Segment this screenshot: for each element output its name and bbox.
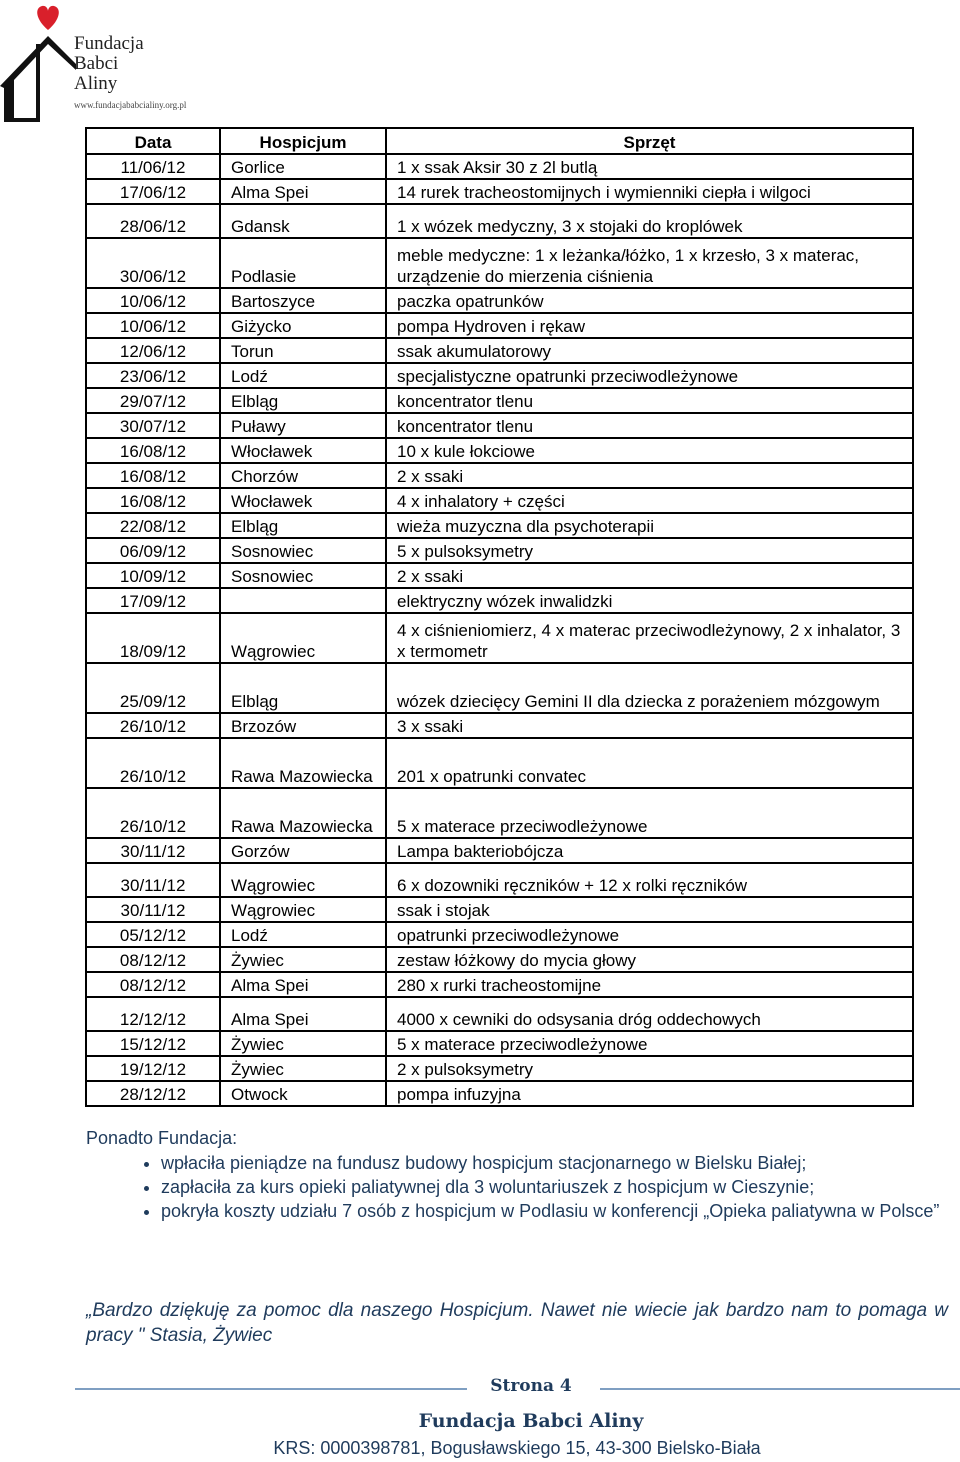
row-date: 26/10/12 — [86, 713, 220, 738]
logo-line-2: Babci — [74, 53, 119, 74]
table-row — [86, 1081, 913, 1106]
row-hospice: Elbląg — [220, 388, 386, 413]
row-equipment: meble medyczne: 1 x leżanka/łóżko, 1 x krzesło, 3 x materac, urządzenie do mierzenia ciśnienia — [386, 238, 913, 288]
table-header-row — [86, 128, 913, 154]
row-date: 10/06/12 — [86, 288, 220, 313]
additional-list — [86, 1151, 948, 1223]
row-equipment: 1 x wózek medyczny, 3 x stojaki do kroplówek — [386, 204, 913, 238]
donations-table — [85, 127, 914, 1107]
table-row — [86, 238, 913, 288]
row-date: 22/08/12 — [86, 513, 220, 538]
row-hospice: Rawa Mazowiecka — [220, 788, 386, 838]
table-row — [86, 947, 913, 972]
row-equipment: 3 x ssaki — [386, 713, 913, 738]
row-hospice: Żywiec — [220, 947, 386, 972]
row-hospice: Chorzów — [220, 463, 386, 488]
table-row — [86, 204, 913, 238]
row-hospice: Rawa Mazowiecka — [220, 738, 386, 788]
foundation-logo — [0, 0, 190, 122]
row-hospice: Podlasie — [220, 238, 386, 288]
table-row — [86, 463, 913, 488]
row-equipment: 10 x kule łokciowe — [386, 438, 913, 463]
row-equipment: pompa Hydroven i rękaw — [386, 313, 913, 338]
row-date: 25/09/12 — [86, 663, 220, 713]
page-number: Strona 4 — [490, 1376, 572, 1396]
row-equipment: zestaw łóżkowy do mycia głowy — [386, 947, 913, 972]
table-row — [86, 838, 913, 863]
header-date: Data — [86, 128, 220, 154]
table-row — [86, 897, 913, 922]
row-equipment: Lampa bakteriobójcza — [386, 838, 913, 863]
header-equipment: Sprzęt — [386, 128, 913, 154]
table-row — [86, 154, 913, 179]
row-date: 28/12/12 — [86, 1081, 220, 1106]
row-equipment: 5 x materace przeciwodleżynowe — [386, 788, 913, 838]
row-hospice: Wągrowiec — [220, 613, 386, 663]
row-equipment: 5 x materace przeciwodleżynowe — [386, 1031, 913, 1056]
additional-item: • zapłaciła za kurs opieki paliatywnej dla 3 woluntariuszek z hospicjum w Cieszynie; — [161, 1175, 948, 1199]
row-equipment: 2 x pulsoksymetry — [386, 1056, 913, 1081]
table-row — [86, 538, 913, 563]
row-equipment: 6 x dozowniki ręczników + 12 x rolki ręczników — [386, 863, 913, 897]
table-row — [86, 713, 913, 738]
row-date: 15/12/12 — [86, 1031, 220, 1056]
row-equipment: 2 x ssaki — [386, 563, 913, 588]
row-date: 10/09/12 — [86, 563, 220, 588]
row-hospice: Puławy — [220, 413, 386, 438]
row-date: 23/06/12 — [86, 363, 220, 388]
row-date: 17/06/12 — [86, 179, 220, 204]
table-row — [86, 1056, 913, 1081]
row-hospice: Bartoszyce — [220, 288, 386, 313]
row-hospice: Gdansk — [220, 204, 386, 238]
row-equipment: 201 x opatrunki convatec — [386, 738, 913, 788]
row-date: 06/09/12 — [86, 538, 220, 563]
row-equipment: elektryczny wózek inwalidzki — [386, 588, 913, 613]
row-date: 17/09/12 — [86, 588, 220, 613]
table-row — [86, 438, 913, 463]
row-equipment: koncentrator tlenu — [386, 413, 913, 438]
row-date: 05/12/12 — [86, 922, 220, 947]
table-row — [86, 313, 913, 338]
row-date: 29/07/12 — [86, 388, 220, 413]
row-hospice: Giżycko — [220, 313, 386, 338]
row-equipment: 4 x ciśnieniomierz, 4 x materac przeciwodleżynowy, 2 x inhalator, 3 x termometr — [386, 613, 913, 663]
logo-line-3: Aliny — [74, 73, 118, 94]
footer-org-name: Fundacja Babci Aliny — [418, 1410, 644, 1432]
row-equipment: specjalistyczne opatrunki przeciwodleżynowe — [386, 363, 913, 388]
table-row — [86, 1031, 913, 1056]
row-hospice: Otwock — [220, 1081, 386, 1106]
row-date: 18/09/12 — [86, 613, 220, 663]
table-row — [86, 288, 913, 313]
additional-intro: Ponadto Fundacja: — [86, 1128, 238, 1148]
table-row — [86, 488, 913, 513]
table-row — [86, 363, 913, 388]
table-row — [86, 863, 913, 897]
row-date: 12/06/12 — [86, 338, 220, 363]
header-hospice: Hospicjum — [220, 128, 386, 154]
row-equipment: pompa infuzyjna — [386, 1081, 913, 1106]
footer-address: KRS: 0000398781, Bogusławskiego 15, 43-300 Bielsko-Biała — [273, 1438, 761, 1458]
row-equipment: wózek dziecięcy Gemini II dla dziecka z porażeniem mózgowym — [386, 663, 913, 713]
table-row — [86, 563, 913, 588]
row-date: 26/10/12 — [86, 738, 220, 788]
row-equipment: paczka opatrunków — [386, 288, 913, 313]
row-equipment: opatrunki przeciwodleżynowe — [386, 922, 913, 947]
logo-name — [74, 34, 144, 94]
table-row — [86, 513, 913, 538]
logo-url: www.fundacjababcialiny.org.pl — [74, 100, 187, 110]
row-date: 28/06/12 — [86, 204, 220, 238]
row-equipment: koncentrator tlenu — [386, 388, 913, 413]
row-date: 19/12/12 — [86, 1056, 220, 1081]
row-date: 12/12/12 — [86, 997, 220, 1031]
row-hospice: Wągrowiec — [220, 897, 386, 922]
table-row — [86, 997, 913, 1031]
table-row — [86, 922, 913, 947]
row-hospice: Żywiec — [220, 1056, 386, 1081]
additional-section — [86, 1126, 948, 1223]
table-row — [86, 388, 913, 413]
row-date: 08/12/12 — [86, 972, 220, 997]
table-row — [86, 179, 913, 204]
additional-item: • pokryła koszty udziału 7 osób z hospicjum w Podlasiu w konferencji „Opieka paliatywna w Polsce” — [161, 1199, 948, 1223]
row-date: 11/06/12 — [86, 154, 220, 179]
additional-item: • wpłaciła pieniądze na fundusz budowy hospicjum stacjonarnego w Bielsku Białej; — [161, 1151, 948, 1175]
row-hospice: Gorlice — [220, 154, 386, 179]
row-hospice: Włocławek — [220, 488, 386, 513]
row-hospice: Wągrowiec — [220, 863, 386, 897]
row-equipment: 4000 x cewniki do odsysania dróg oddechowych — [386, 997, 913, 1031]
logo-line-1: Fundacja — [74, 33, 144, 54]
row-date: 30/06/12 — [86, 238, 220, 288]
row-date: 16/08/12 — [86, 438, 220, 463]
row-hospice: Brzozów — [220, 713, 386, 738]
testimonial-quote: „Bardzo dziękuję za pomoc dla naszego Hospicjum. Nawet nie wiecie jak bardzo nam to pomaga w pracy " Stasia, Żywiec — [86, 1300, 948, 1346]
row-date: 08/12/12 — [86, 947, 220, 972]
row-hospice: Żywiec — [220, 1031, 386, 1056]
table-row — [86, 338, 913, 363]
table-row — [86, 738, 913, 788]
row-equipment: 14 rurek tracheostomijnych i wymienniki ciepła i wilgoci — [386, 179, 913, 204]
heart-house-icon — [0, 0, 80, 122]
row-hospice: Alma Spei — [220, 997, 386, 1031]
row-date: 30/11/12 — [86, 863, 220, 897]
table-row — [86, 972, 913, 997]
row-hospice: Sosnowiec — [220, 538, 386, 563]
row-hospice: Elbląg — [220, 513, 386, 538]
table-row — [86, 613, 913, 663]
row-hospice: Alma Spei — [220, 179, 386, 204]
row-date: 10/06/12 — [86, 313, 220, 338]
row-hospice: Lodź — [220, 922, 386, 947]
row-date: 16/08/12 — [86, 488, 220, 513]
row-hospice: Sosnowiec — [220, 563, 386, 588]
row-equipment: wieża muzyczna dla psychoterapii — [386, 513, 913, 538]
row-equipment: 4 x inhalatory + części — [386, 488, 913, 513]
row-hospice: Alma Spei — [220, 972, 386, 997]
row-hospice: Elbląg — [220, 663, 386, 713]
row-equipment: ssak i stojak — [386, 897, 913, 922]
row-date: 30/11/12 — [86, 838, 220, 863]
row-equipment: 1 x ssak Aksir 30 z 2l butlą — [386, 154, 913, 179]
row-hospice: Włocławek — [220, 438, 386, 463]
table-row — [86, 663, 913, 713]
row-hospice: Gorzów — [220, 838, 386, 863]
row-date: 30/07/12 — [86, 413, 220, 438]
table-body — [86, 154, 913, 1106]
row-date: 26/10/12 — [86, 788, 220, 838]
row-equipment: 5 x pulsoksymetry — [386, 538, 913, 563]
row-date: 16/08/12 — [86, 463, 220, 488]
row-hospice: Torun — [220, 338, 386, 363]
row-equipment: 280 x rurki tracheostomijne — [386, 972, 913, 997]
row-equipment: ssak akumulatorowy — [386, 338, 913, 363]
row-hospice: Lodź — [220, 363, 386, 388]
table-row — [86, 788, 913, 838]
row-date: 30/11/12 — [86, 897, 220, 922]
table-row — [86, 413, 913, 438]
row-hospice — [220, 588, 386, 613]
table-row — [86, 588, 913, 613]
row-equipment: 2 x ssaki — [386, 463, 913, 488]
